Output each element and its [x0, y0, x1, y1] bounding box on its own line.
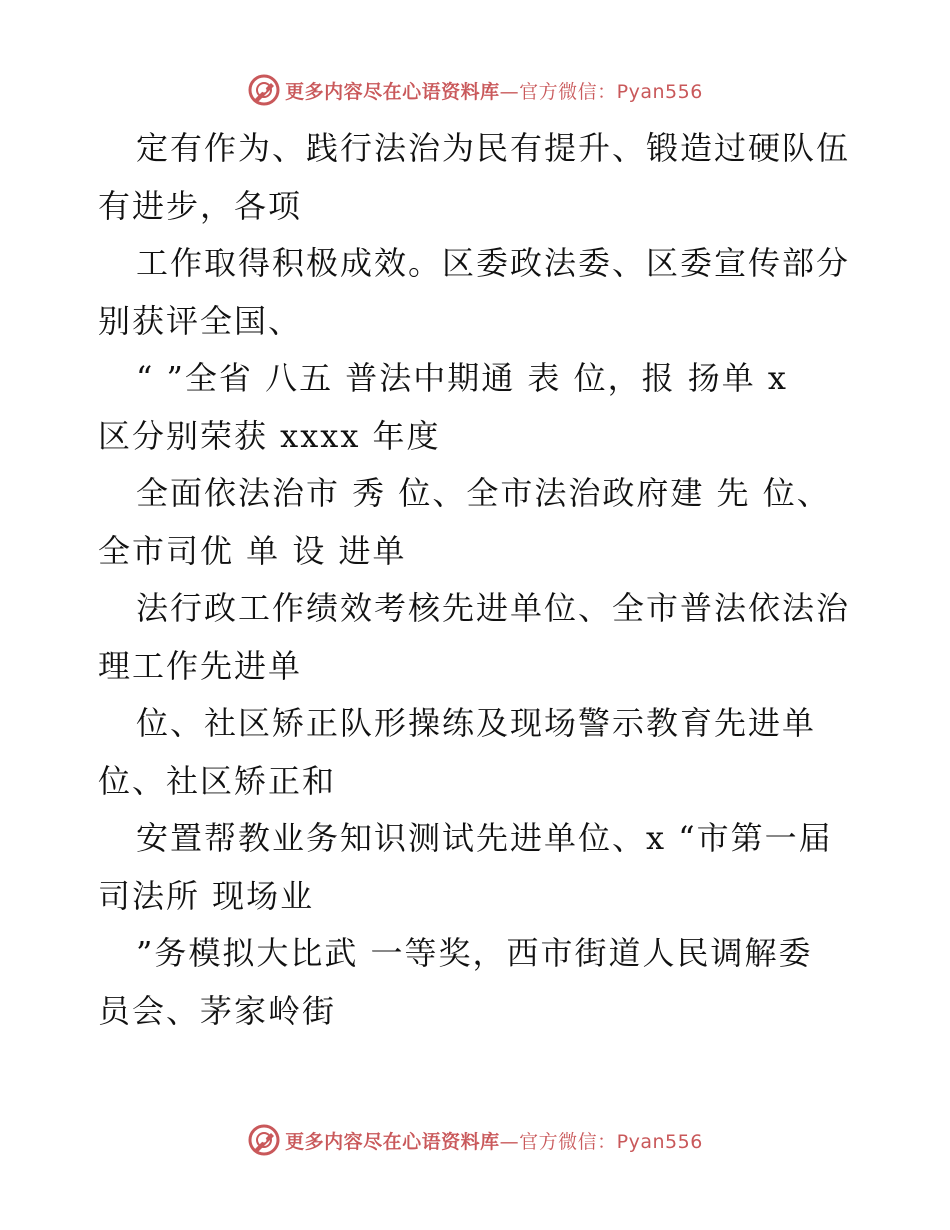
- body-line: ”务模拟大比武 一等奖，西市街道人民调解委: [136, 934, 813, 972]
- body-line: 法行政工作绩效考核先进单位、全市普法依法治: [136, 589, 851, 627]
- body-line: 区分别荣获 xxxx 年度: [98, 416, 441, 455]
- body-line: 位、社区矫正队形操练及现场警示教育先进单: [136, 704, 817, 742]
- body-line: 有进步，各项: [98, 186, 303, 225]
- body-line: 位、社区矫正和: [98, 761, 337, 800]
- body-line: 安置帮教业务知识测试先进单位、x “市第一届: [136, 819, 833, 857]
- body-line: 全市司优 单 设 进单: [98, 531, 407, 570]
- header-banner-main: 更多内容尽在心语资料库: [285, 80, 500, 103]
- brand-logo-icon: [247, 73, 281, 107]
- body-line: 全面依法治市 秀 位、全市法治政府建 先 位、: [136, 474, 831, 512]
- footer-banner-text: [285, 1127, 703, 1154]
- body-line: 理工作先进单: [98, 646, 303, 685]
- footer-banner-main: 更多内容尽在心语资料库: [285, 1130, 500, 1153]
- header-banner-tail: —官方微信：Pyan556: [499, 80, 703, 103]
- header-banner-text: [285, 77, 703, 104]
- body-line: 司法所 现场业: [98, 876, 315, 915]
- body-line: 别获评全国、: [98, 301, 303, 340]
- body-line: “ ”全省 八五 普法中期通 表 位，报 扬单 x: [136, 359, 788, 397]
- body-line: 员会、茅家岭街: [98, 991, 337, 1030]
- body-line: 定有作为、践行法治为民有提升、锻造过硬队伍: [136, 129, 851, 167]
- header-banner: [0, 70, 950, 110]
- brand-logo-icon: [247, 1123, 281, 1157]
- footer-banner: [0, 1120, 950, 1160]
- body-line: 工作取得积极成效。区委政法委、区委宣传部分: [136, 244, 851, 282]
- footer-banner-tail: —官方微信：Pyan556: [499, 1130, 703, 1153]
- document-body: [98, 120, 858, 1040]
